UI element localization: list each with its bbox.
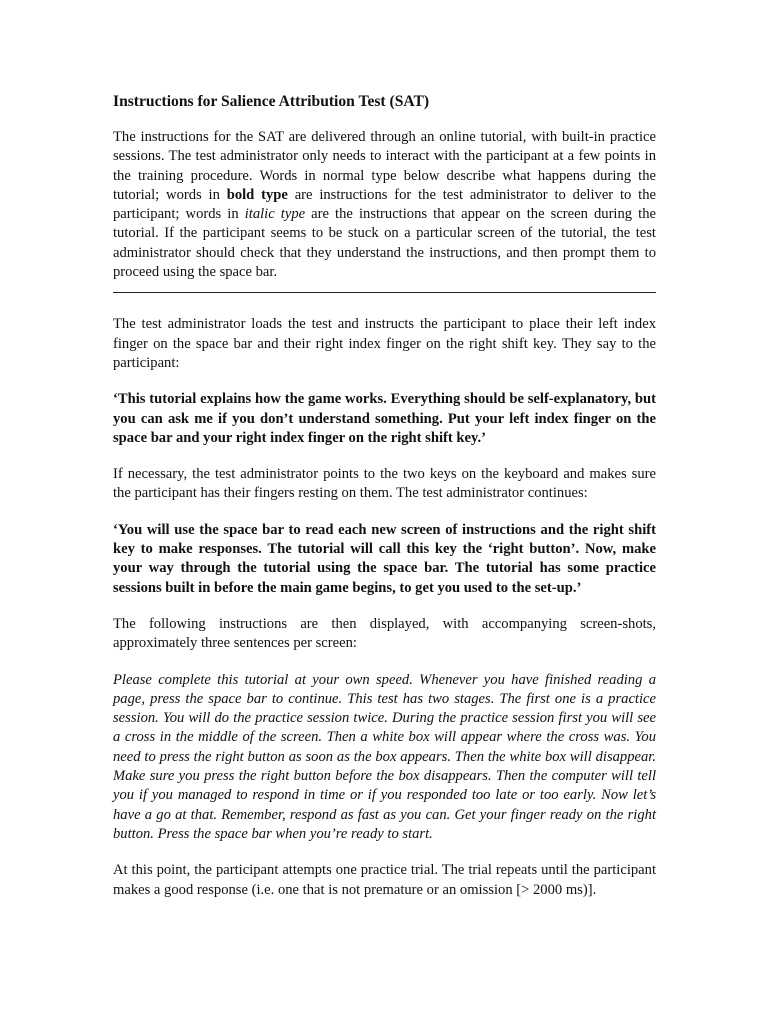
intro-text-3: are the instructions that appear on the screen during the tutorial. If the participant seems to be stuck on a particular screen of the tutorial, the test administrator should check that they understand the instructions, and then prompt them to proceed using the space bar.: [113, 206, 656, 281]
paragraph-following-instructions: The following instructions are then displayed, with accompanying screen-shots, approximately three sentences per screen:: [113, 615, 656, 652]
document-body: [113, 92, 656, 900]
paragraph-load-test: The test administrator loads the test and instructs the participant to place their left index finger on the space bar and their right index finger on the right shift key. They say to the participant:: [113, 316, 656, 371]
paragraph-practice-trial: At this point, the participant attempts one practice trial. The trial repeats until the participant makes a good response (i.e. one that is not premature or an omission [> 2000 ms)].: [113, 862, 656, 898]
administrator-quote-2: ‘You will use the space bar to read each new screen of instructions and the right shift key to make responses. The tutorial will call this key the ‘right button’. Now, make your way through the tutorial using the space bar. The tutorial has some practice sessions built in before the main game begins, to get you used to the set-up.’: [113, 521, 656, 596]
paragraph-point-keys: If necessary, the test administrator points to the two keys on the keyboard and makes sure the participant has their fingers resting on them. The test administrator continues:: [113, 466, 656, 502]
horizontal-divider: [113, 292, 656, 293]
on-screen-instructions: Please complete this tutorial at your own speed. Whenever you have finished reading a page, press the space bar to continue. This test has two stages. The first one is a practice session. You will do the practice session twice. During the practice session first you will see a cross in the middle of the screen. Then a white box will appear where the cross was. You need to press the right button as soon as the box appears. Then the white box will disappear. Make sure you press the right button before the box disappears. Then the computer will tell you if you managed to respond in time or if you responded too late or too early. Now let’s have a go at that. Remember, respond as fast as you can. Get your finger ready on the right button. Press the space bar when you’re ready to start.: [113, 671, 656, 842]
bold-type-term: bold type: [226, 186, 288, 203]
intro-text-2: are instructions for the test administrator to deliver to the participant; words in: [113, 186, 656, 223]
administrator-quote-1: ‘This tutorial explains how the game works. Everything should be self-explanatory, but you can ask me if you don’t understand something. Put your left index finger on the space bar and your right index finger on the right shift key.’: [113, 391, 656, 446]
intro-text-1: The instructions for the SAT are delivered through an online tutorial, with built-in practice sessions. The test administrator only needs to interact with the participant at a few points in the training procedure. Words in normal type below describe what happens during the tutorial; words in: [113, 129, 656, 203]
document-title: Instructions for Salience Attribution Test (SAT): [113, 93, 430, 110]
italic-type-term: italic type: [244, 206, 306, 223]
intro-paragraph: [113, 128, 656, 282]
